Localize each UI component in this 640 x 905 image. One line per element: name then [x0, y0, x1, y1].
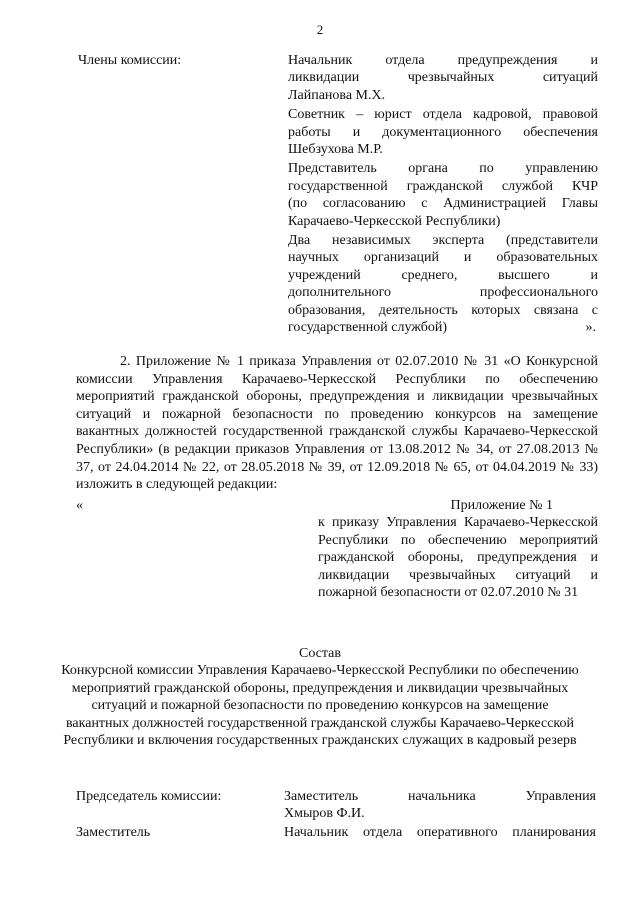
- amendment-paragraph: [76, 353, 598, 494]
- member-entry-independent-experts: [288, 232, 598, 336]
- member-line: Два независимых эксперта (представители: [288, 233, 598, 249]
- member-entry-head-of-emergency: [288, 52, 598, 104]
- chairman-name: Хмыров Ф.И.: [284, 806, 365, 822]
- amendment-text: 2. Приложение № 1 приказа Управления от 02.07.2010 № 31 «О Конкурсной комиссии Управления Карачаево-Черкесской Республики по обеспечению мероприятий гражданской обороны, предупреждения и ликвидации чрезвычайных ситуаций и пожарной безопасности по проведению конкурсов на замещение вакантных должностей государственной гражданской службы Карачаево-Черкесской Республики» (в редакции приказов Управления от 13.08.2012 № 34, от 27.08.2013 № 37, от 24.04.2014 № 22, от 28.05.2018 № 39, от 12.09.2018 № 65, от 04.04.2019 № 33) изложить в следующей редакции:: [76, 354, 598, 493]
- member-line: работы и документационного обеспечения: [288, 124, 598, 140]
- page-number: 2: [316, 22, 324, 37]
- chairman-position: Заместитель начальника Управления: [284, 789, 596, 804]
- member-line: Карачаево-Черкесской Республики): [288, 213, 501, 229]
- member-line: (по согласованию с Администрацией Главы: [288, 196, 598, 212]
- member-name: Лайпанова М.Х.: [288, 87, 386, 103]
- member-line-last: [288, 319, 598, 336]
- appendix-block: [318, 497, 598, 601]
- members-list: [288, 52, 598, 337]
- member-line: учреждений среднего, высшего и: [288, 267, 598, 283]
- member-line: ликвидации чрезвычайных ситуаций: [288, 70, 598, 86]
- closing-quote-mark: ».: [585, 320, 596, 336]
- appendix-title: Приложение № 1: [450, 498, 553, 513]
- deputy-value: [284, 824, 596, 841]
- member-line: Советник – юрист отдела кадровой, правовой: [288, 107, 598, 123]
- member-line: государственной службой): [288, 320, 448, 336]
- composition-subheading: Конкурсной комиссии Управления Карачаево-Черкесской Республики по обеспечению мероприятий гражданской обороны, предупреждения и ликвидации чрезвычайных ситуаций и пожарной безопасности по проведению конкурсов на замещение вакантных должностей государственной гражданской службы Карачаево-Черкесской Республики и включения государственных гражданских служащих в кадровый резерв: [61, 663, 579, 749]
- member-line: дополнительного профессионального: [288, 285, 598, 301]
- appendix-body: к приказу Управления Карачаево-Черкесской Республики по обеспечению мероприятий гражданской обороны, предупреждения и ликвидации чрезвычайных ситуаций и пожарной безопасности от 02.07.2010 № 31: [318, 515, 598, 601]
- member-line: Начальник отдела предупреждения и: [288, 53, 598, 68]
- composition-heading: Состав: [298, 646, 341, 661]
- member-entry-civil-service-rep: [288, 160, 598, 230]
- deputy-label: Заместитель: [76, 825, 151, 840]
- member-line: научных организаций и образовательных: [288, 250, 598, 266]
- member-line: государственной гражданской службой КЧР: [288, 178, 598, 194]
- member-name: Шебзухова М.Р.: [288, 142, 383, 158]
- quote-open-mark: «: [76, 498, 83, 513]
- deputy-position: Начальник отдела оперативного планирования: [284, 825, 596, 840]
- member-line: образования, деятельность которых связана с: [288, 302, 598, 318]
- chairman-value: [284, 788, 596, 823]
- member-entry-legal-advisor: [288, 106, 598, 158]
- member-line: Представитель органа по управлению: [288, 161, 598, 177]
- members-label: Члены комиссии:: [78, 53, 182, 68]
- chairman-label: Председатель комиссии:: [76, 789, 222, 804]
